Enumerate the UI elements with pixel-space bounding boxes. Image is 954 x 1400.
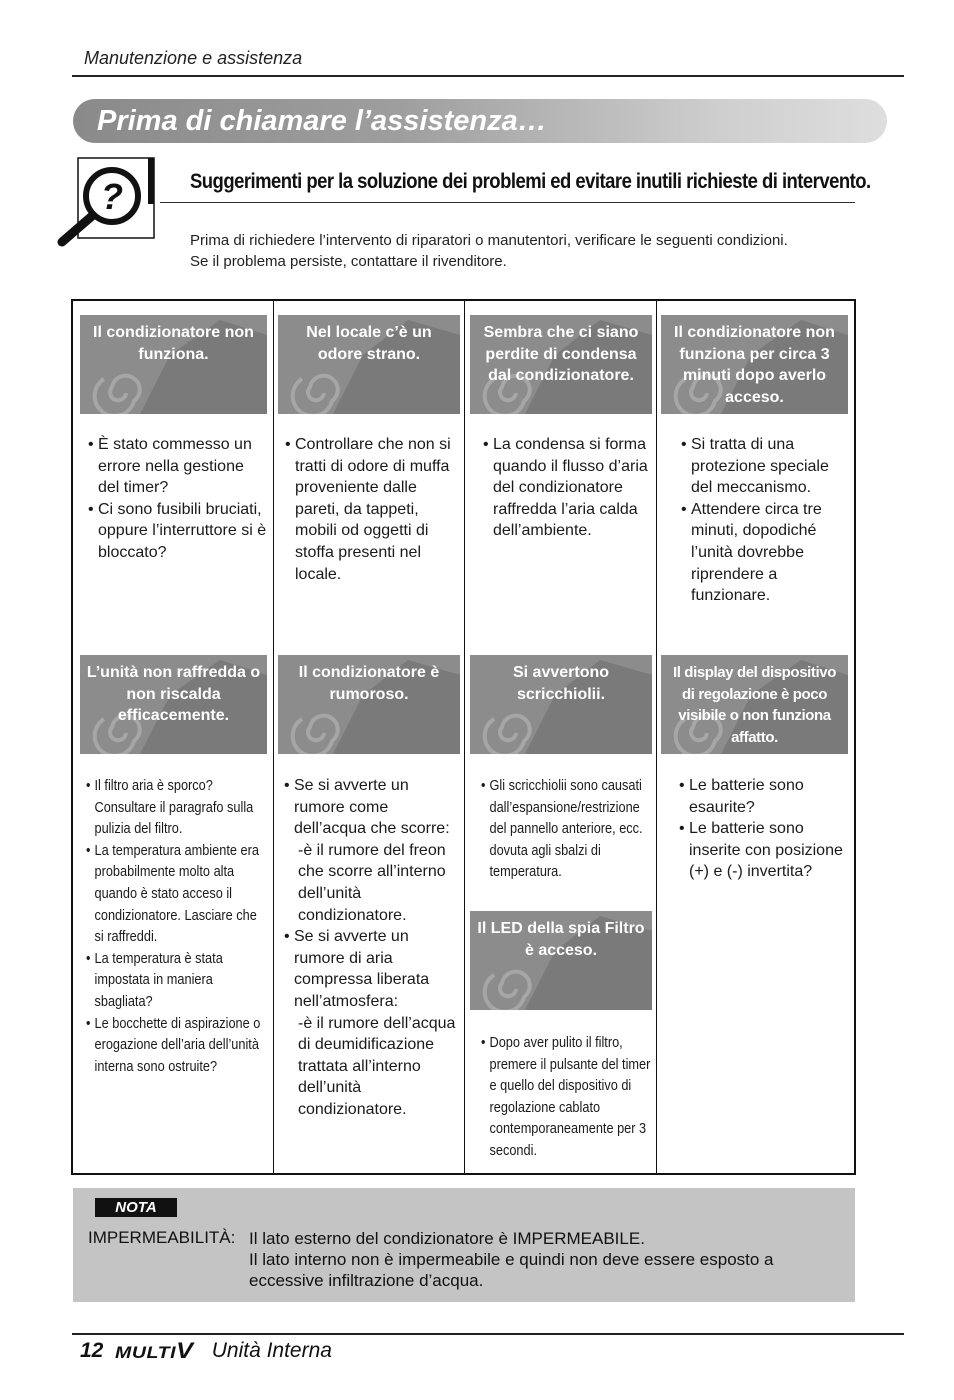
list-item: • Si tratta di una protezione speciale del meccanismo. <box>681 434 853 499</box>
top-divider <box>72 75 904 77</box>
list-item: • Controllare che non si tratti di odore di muffa proveniente dalle pareti, da tappeti, mobili od oggetti di stoffa presenti nel locale. <box>285 434 457 585</box>
list-item: • La condensa si forma quando il flusso d’aria del condizionatore raffredda l’aria calda dell’ambiente. <box>483 434 655 542</box>
logo-v: V <box>176 1338 194 1363</box>
problem-card <box>278 655 460 754</box>
check-list <box>88 434 268 564</box>
note-line: Il lato interno non è impermeabile e quindi non deve essere esposto a <box>249 1250 774 1269</box>
intro-line: Se il problema persiste, contattare il rivenditore. <box>190 253 507 270</box>
note-label: IMPERMEABILITÀ: <box>88 1228 236 1247</box>
note-box <box>73 1188 855 1302</box>
page-banner <box>73 99 887 143</box>
problem-title: Sembra che ci siano perdite di condensa dal condizionatore. <box>483 324 639 384</box>
list-item: • Se si avverte un rumore di aria compressa liberata nell’atmosfera: <box>284 926 459 1012</box>
list-item: • Attendere circa tre minuti, dopodiché l’unità dovrebbe riprendere a funzionare. <box>681 499 853 607</box>
problem-title: Il LED della spia Filtro è acceso. <box>477 920 645 959</box>
page-title: Prima di chiamare l’assistenza… <box>97 105 547 137</box>
problem-title: Il condizionatore non funziona. <box>93 324 254 363</box>
check-list <box>681 434 853 607</box>
list-item: • È stato commesso un errore nella gestione del timer? <box>88 434 268 499</box>
problem-card <box>80 655 267 754</box>
list-item: • Le batterie sono inserite con posizione (+) e (-) invertita? <box>679 818 854 883</box>
document-title: Unità Interna <box>211 1339 332 1362</box>
svg-text:?: ? <box>101 176 123 217</box>
bottom-divider <box>72 1333 904 1335</box>
column-divider <box>464 301 465 1173</box>
problem-title: Nel locale c’è un odore strano. <box>306 324 432 363</box>
section-title: Manutenzione e assistenza <box>84 48 303 68</box>
page-footer <box>80 1338 332 1364</box>
note-line: eccessive infiltrazione d’acqua. <box>249 1271 484 1290</box>
list-item: • La temperatura è stata impostata in maniera sbagliata? <box>86 948 265 1013</box>
column-divider <box>656 301 657 1173</box>
check-list <box>483 434 655 542</box>
list-item: • Gli scricchiolii sono causati dall’espansione/restrizione del pannello anteriore, ecc. dovuta agli sbalzi di temperatura. <box>481 775 656 883</box>
page-number: 12 <box>80 1339 104 1362</box>
check-list <box>86 775 265 1077</box>
lead-divider <box>160 202 855 203</box>
troubleshooting-grid <box>71 299 856 1175</box>
problem-title: Il display del dispositivo di regolazione è poco visibile o non funziona affatto. <box>673 664 836 746</box>
list-item: • Ci sono fusibili bruciati, oppure l’interruttore si è bloccato? <box>88 499 268 564</box>
list-item: • Se si avverte un rumore come dell’acqua che scorre: <box>284 775 459 840</box>
check-list <box>285 434 457 585</box>
lead-title: Suggerimenti per la soluzione dei problemi ed evitare inutili richieste di intervento. <box>190 170 871 193</box>
check-list <box>481 775 656 883</box>
problem-card <box>80 315 267 414</box>
intro-line: Prima di richiedere l’intervento di riparatori o manutentori, verificare le seguenti condizioni. <box>190 232 788 249</box>
help-magnifier-icon <box>56 156 160 248</box>
problem-card <box>470 315 652 414</box>
check-list <box>481 1032 656 1162</box>
problem-card <box>661 655 848 754</box>
list-item: • Le batterie sono esaurite? <box>679 775 854 818</box>
note-line: Il lato esterno del condizionatore è IMPERMEABILE. <box>249 1229 645 1248</box>
list-item-detail: -è il rumore dell’acqua di deumidificazione trattata all’interno dell’unità condizionatore. <box>298 1014 456 1118</box>
check-list <box>284 775 459 1121</box>
note-badge: NOTA <box>95 1198 177 1217</box>
list-item: • Le bocchette di aspirazione o erogazione dell’aria dell’unità interna sono ostruite? <box>86 1013 265 1078</box>
list-item: • Il filtro aria è sporco?Consultare il paragrafo sulla pulizia del filtro. <box>86 775 265 840</box>
list-item: • Dopo aver pulito il filtro, premere il pulsante del timer e quello del dispositivo di regolazione cablato contemporaneamente per 3 secondi. <box>481 1032 656 1162</box>
logo-text: MULTI <box>115 1343 177 1362</box>
problem-title: Il condizionatore non funziona per circa 3 minuti dopo averlo acceso. <box>674 324 835 406</box>
problem-title: Il condizionatore è rumoroso. <box>298 664 440 703</box>
problem-card-led <box>470 911 652 1010</box>
problem-card <box>278 315 460 414</box>
note-text <box>249 1228 774 1291</box>
brand-logo <box>115 1338 194 1364</box>
problem-card <box>470 655 652 754</box>
problem-title: Si avvertono scricchiolii. <box>512 664 610 703</box>
check-list <box>679 775 854 883</box>
intro-text <box>190 230 788 272</box>
list-item: • La temperatura ambiente era probabilmente molto alta quando è stato acceso il condizionatore. Lasciare che si raffreddi. <box>86 840 265 948</box>
problem-card <box>661 315 848 414</box>
problem-title: L’unità non raffredda o non riscalda efficacemente. <box>86 664 261 724</box>
list-item-detail: -è il rumore del freon che scorre all’interno dell’unità condizionatore. <box>298 841 446 924</box>
column-divider <box>273 301 274 1173</box>
